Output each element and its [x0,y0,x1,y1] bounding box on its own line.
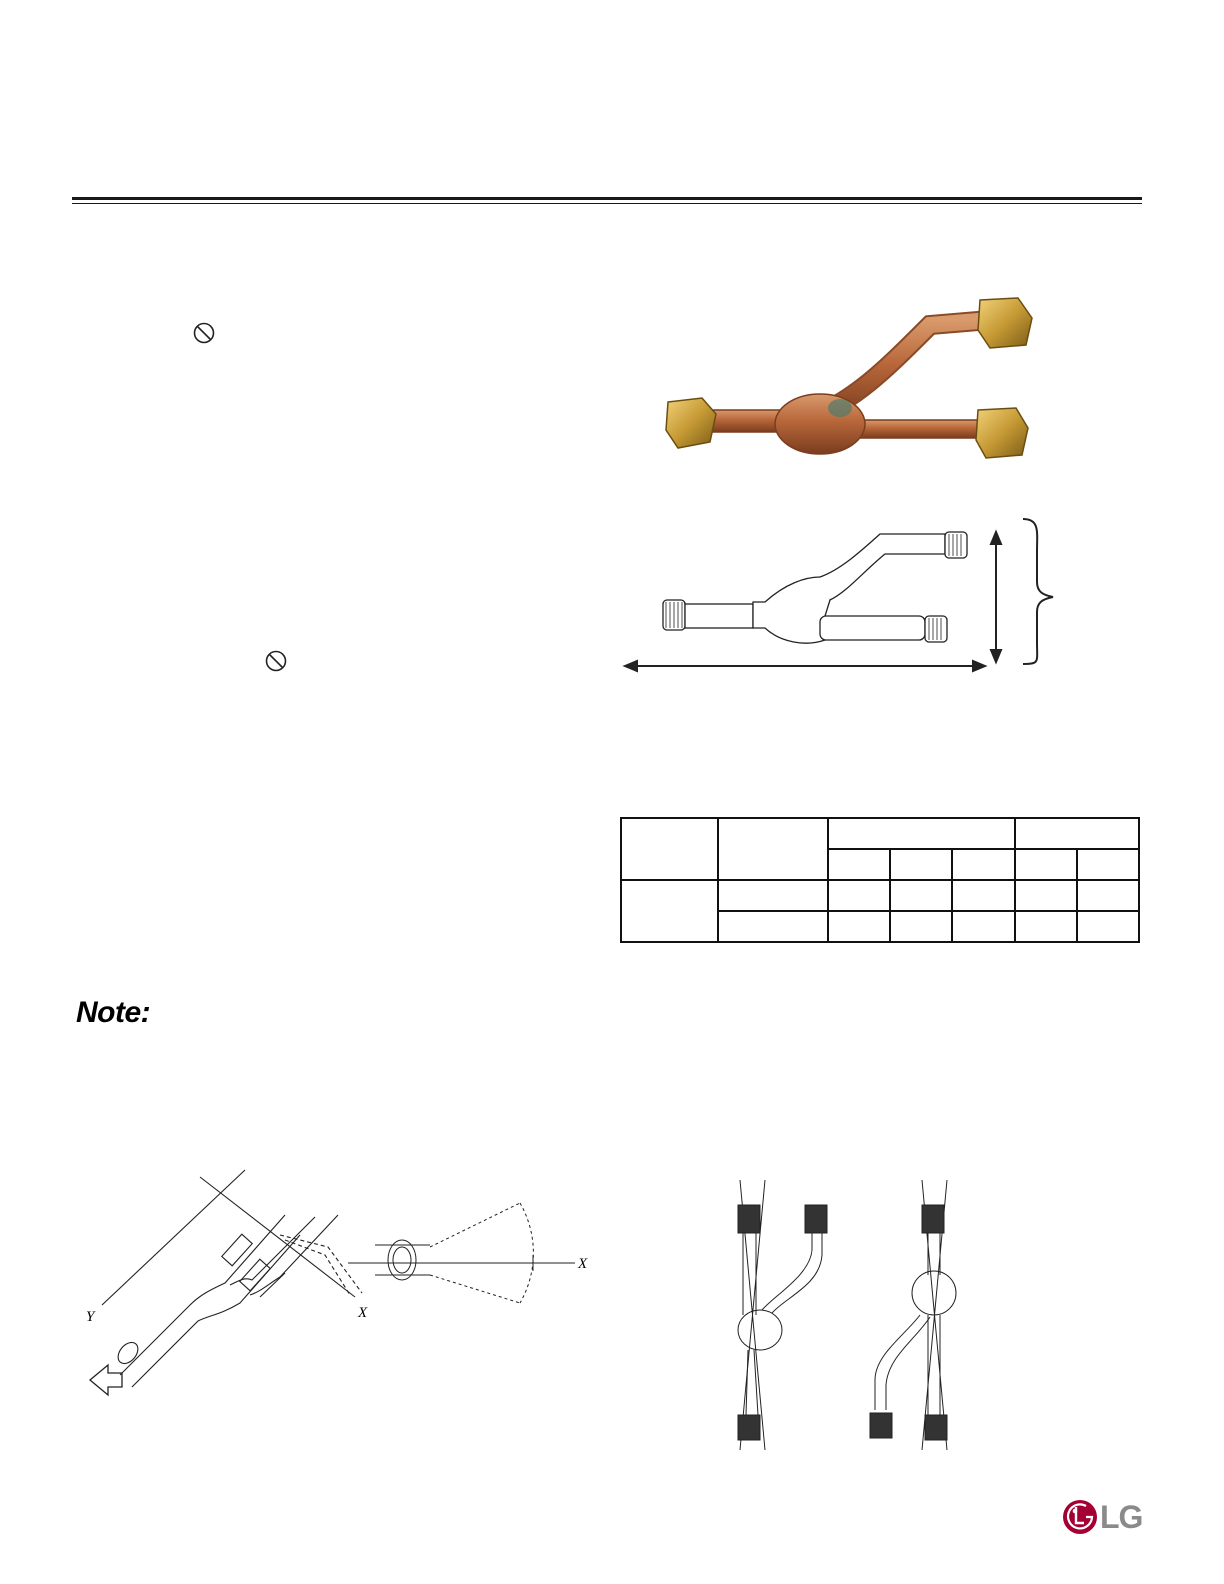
table-cell [718,880,828,911]
table-cell [890,880,952,911]
vertical-orientation-diagram [720,1175,990,1460]
prohibited-icon [265,650,287,672]
spec-table [620,817,1140,943]
table-cell [1077,911,1139,942]
table-cell [621,880,718,942]
lg-logo [1062,1497,1144,1537]
table-cell [828,880,890,911]
axis-y-label: Y [86,1309,95,1325]
table-header-cell [1015,818,1139,849]
header-rule-thin [72,203,1142,204]
prohibited-icon [193,322,215,344]
table-cell [952,911,1015,942]
table-cell [952,880,1015,911]
table-header-cell [828,818,1015,849]
note-heading: Note: [76,996,151,1029]
table-cell [1077,880,1139,911]
lg-wordmark: LG [1100,1499,1143,1535]
table-cell [1015,849,1077,880]
table-cell [890,849,952,880]
table-cell [828,849,890,880]
installation-angle-diagram [80,1165,600,1405]
table-cell [1015,911,1077,942]
table-cell [1077,849,1139,880]
table-cell [828,911,890,942]
table-cell [718,911,828,942]
lg-face-icon [1062,1499,1098,1535]
header-rule [72,197,1142,200]
table-cell [718,818,828,880]
axis-x-label: X [578,1256,588,1272]
table-cell [621,818,718,880]
table-cell [952,849,1015,880]
y-branch-photo [660,290,1040,470]
y-branch-dimension-drawing [615,512,1065,677]
axis-x-label: X [358,1305,368,1321]
table-cell [1015,880,1077,911]
table-cell [890,911,952,942]
